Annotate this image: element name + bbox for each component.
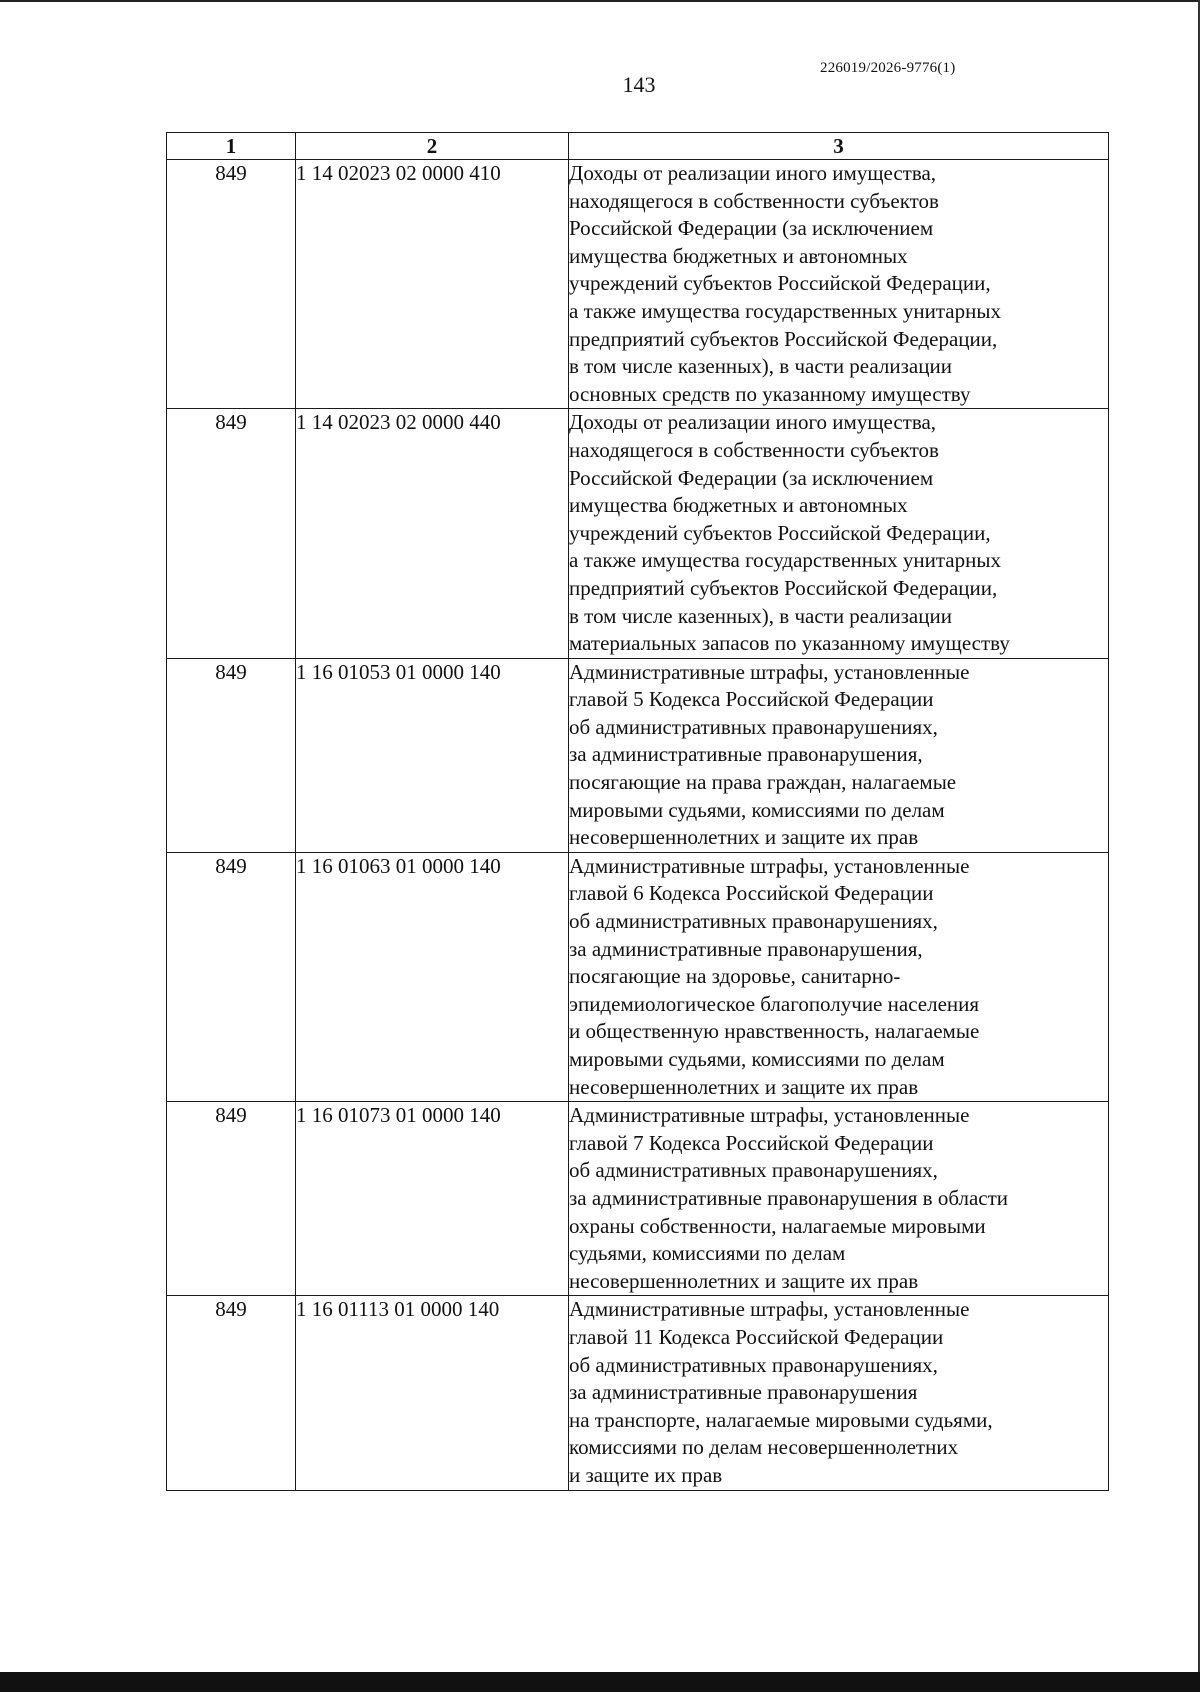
description-line: посягающие на права граждан, налагаемые <box>569 770 957 795</box>
description-line: об административных правонарушениях, <box>569 1352 938 1377</box>
description-line: главой 7 Кодекса Российской Федерации <box>569 1130 934 1155</box>
budget-code-cell: 1 16 01073 01 0000 140 <box>296 1102 569 1296</box>
description-line: об административных правонарушениях, <box>569 909 938 934</box>
page-number: 143 <box>622 72 656 97</box>
budget-code-cell: 1 16 01113 01 0000 140 <box>296 1296 569 1490</box>
table-row <box>167 1296 1109 1490</box>
description-line: а также имущества государственных унитарных <box>569 548 1001 573</box>
description-line: а также имущества государственных унитарных <box>569 298 1001 323</box>
description-line: об административных правонарушениях, <box>569 1158 938 1183</box>
description-line: материальных запасов по указанному имуществу <box>569 631 1010 656</box>
description-line: имущества бюджетных и автономных <box>569 493 908 518</box>
document-id: 226019/2026-9776(1) <box>820 60 956 76</box>
admin-code-cell: 849 <box>167 1102 296 1296</box>
budget-codes-table <box>166 132 1109 1491</box>
table-row <box>167 852 1109 1101</box>
description-line: комиссиями по делам несовершеннолетних <box>569 1435 959 1460</box>
description-line: Административные штрафы, установленные <box>569 1297 970 1322</box>
description-line: предприятий субъектов Российской Федерации, <box>569 326 998 351</box>
description-line: главой 11 Кодекса Российской Федерации <box>569 1324 944 1349</box>
description-line: Доходы от реализации иного имущества, <box>569 410 937 435</box>
column-header-3: 3 <box>569 133 1109 160</box>
scan-top-edge <box>0 0 1200 2</box>
description-line: охраны собственности, налагаемые мировыми <box>569 1213 986 1238</box>
description-line: Административные штрафы, установленные <box>569 853 970 878</box>
description-line: главой 5 Кодекса Российской Федерации <box>569 687 934 712</box>
admin-code-cell: 849 <box>167 658 296 852</box>
description-line: несовершеннолетних и защите их прав <box>569 825 919 850</box>
description-line: Доходы от реализации иного имущества, <box>569 161 937 185</box>
description-line: в том числе казенных), в части реализации <box>569 603 952 628</box>
budget-code-cell: 1 14 02023 02 0000 410 <box>296 160 569 409</box>
description-line: главой 6 Кодекса Российской Федерации <box>569 881 934 906</box>
description-line: судьями, комиссиями по делам <box>569 1241 846 1266</box>
description-line: несовершеннолетних и защите их прав <box>569 1074 919 1099</box>
description-cell <box>569 1296 1109 1490</box>
description-line: за административные правонарушения <box>569 1380 918 1405</box>
admin-code-cell: 849 <box>167 1296 296 1490</box>
description-cell <box>569 160 1109 409</box>
description-line: за административные правонарушения, <box>569 936 923 961</box>
description-line: Административные штрафы, установленные <box>569 1103 970 1128</box>
description-line: в том числе казенных), в части реализации <box>569 354 952 379</box>
description-cell <box>569 658 1109 852</box>
description-line: эпидемиологическое благополучие населения <box>569 991 980 1016</box>
description-line: Российской Федерации (за исключением <box>569 465 934 490</box>
table-row <box>167 409 1109 658</box>
description-line: учреждений субъектов Российской Федерации, <box>569 520 991 545</box>
description-line: имущества бюджетных и автономных <box>569 243 908 268</box>
budget-code-cell: 1 16 01053 01 0000 140 <box>296 658 569 852</box>
description-line: и защите их прав <box>569 1462 723 1487</box>
admin-code-cell: 849 <box>167 409 296 658</box>
description-line: находящегося в собственности субъектов <box>569 188 939 213</box>
description-line: находящегося в собственности субъектов <box>569 437 939 462</box>
description-line: мировыми судьями, комиссиями по делам <box>569 797 945 822</box>
admin-code-cell: 849 <box>167 852 296 1101</box>
budget-code-cell: 1 14 02023 02 0000 440 <box>296 409 569 658</box>
description-line: об административных правонарушениях, <box>569 714 938 739</box>
description-line: Административные штрафы, установленные <box>569 659 970 684</box>
description-line: посягающие на здоровье, санитарно- <box>569 964 901 989</box>
table-body <box>167 160 1109 1491</box>
table-row <box>167 1102 1109 1296</box>
description-cell <box>569 409 1109 658</box>
table-row <box>167 658 1109 852</box>
description-line: мировыми судьями, комиссиями по делам <box>569 1047 945 1071</box>
description-line: на транспорте, налагаемые мировыми судьями, <box>569 1407 993 1432</box>
table-row <box>167 160 1109 409</box>
column-header-1: 1 <box>167 133 296 160</box>
description-line: предприятий субъектов Российской Федерации, <box>569 575 998 600</box>
description-cell <box>569 1102 1109 1296</box>
table-header-row <box>167 133 1109 160</box>
description-line: за административные правонарушения, <box>569 742 923 767</box>
description-line: и общественную нравственность, налагаемые <box>569 1019 980 1044</box>
admin-code-cell: 849 <box>167 160 296 409</box>
description-line: Российской Федерации (за исключением <box>569 216 934 241</box>
scan-bottom-band <box>0 1672 1200 1692</box>
description-line: основных средств по указанному имуществу <box>569 381 971 406</box>
description-cell <box>569 852 1109 1101</box>
budget-code-cell: 1 16 01063 01 0000 140 <box>296 852 569 1101</box>
description-line: несовершеннолетних и защите их прав <box>569 1268 919 1293</box>
description-line: учреждений субъектов Российской Федерации, <box>569 271 991 296</box>
column-header-2: 2 <box>296 133 569 160</box>
description-line: за административные правонарушения в области <box>569 1185 1009 1210</box>
